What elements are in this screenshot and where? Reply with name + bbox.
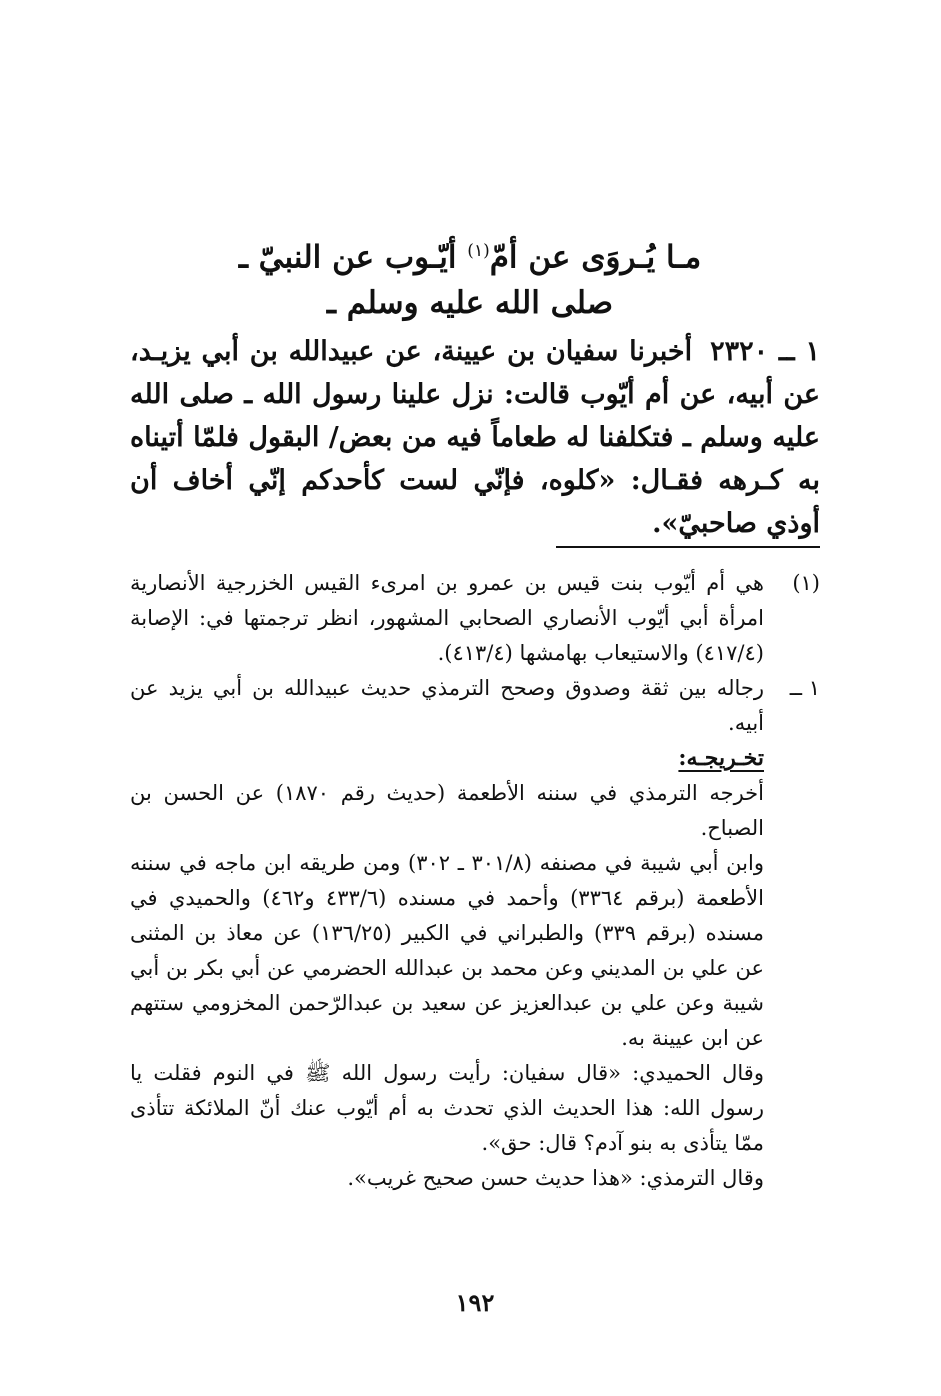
hadith-number: ١ ــ ٢٣٢٠	[710, 336, 820, 367]
footnote-reference[interactable]: (١)	[467, 241, 490, 261]
takhrij-paragraph-3: وقال الحميدي: «قال سفيان: رأيت رسول الله ﷺ في النوم فقلت يا رسول الله: هذا الحديث الذي تحدث به أم أيّوب عنك أنّ الملائكة تتأذى ممّا يتأذى به بنو آدم؟ قال: حق».	[130, 1061, 764, 1155]
hadith-footnote-body	[130, 671, 764, 1196]
chapter-heading-line-2: صلى الله عليه وسلم ـ	[326, 285, 614, 322]
takhrij-paragraph-4: وقال الترمذي: «هذا حديث حسن صحيح غريب».	[347, 1166, 764, 1190]
page-number: ١٩٢	[455, 1288, 495, 1317]
chapter-heading-text-b: أيّـوب عن النبيّ ـ	[238, 239, 468, 276]
takhrij-heading: تخـريجـه:	[678, 745, 764, 771]
takhrij-paragraph-1: أخرجه الترمذي في سننه الأطعمة (حديث رقم ١٨٧٠) عن الحسن بن الصباح.	[130, 781, 764, 840]
hadith-text: أخبرنا سفيان بن عيينة، عن عبيدالله بن أبي يزيـد، عن أبيه، عن أم أيّوب قالت: نزل علينا رسول الله ـ صلى الله عليه وسلم ـ فتكلفنا له طعاماً فيه من بعض/ البقول فلمّا أتيناه به كـرهه فقـال: «كلوه، فإنّي لست كأحدكم إنّي أخاف أن أوذي صاحبيّ».	[130, 336, 820, 539]
footnote-1	[130, 566, 820, 671]
chapter-heading-line-1	[120, 228, 820, 280]
takhrij-paragraph-2: وابن أبي شيبة في مصنفه (٣٠١/٨ ـ ٣٠٢) ومن طريقه ابن ماجه في سننه الأطعمة (برقم ٣٣٦٤) وأحمد في مسنده (٤٣٣/٦ و٤٦٢) والحميدي في مسنده (برقم ٣٣٩) والطبراني في الكبير (١٣٦/٢٥) عن معاذ بن المثنى عن علي بن المديني وعن محمد بن عبدالله الحضرمي عن أبي بكر بن أبي شيبة وعن علي بن عبدالعزيز عن سعيد بن عبدالرّحمن المخزومي ستتهم عن ابن عيينة به.	[130, 851, 764, 1050]
hadith-footnote	[130, 671, 820, 1196]
footnote-1-text: هي أم أيّوب بنت قيس بن عمرو بن امرىء القيس الخزرجية الأنصارية امرأة أبي أيّوب الأنصاري الصحابي المشهور، انظر ترجمتها في: الإصابة (٤١٧/٤) والاستيعاب بهامشها (٤١٣/٤).	[130, 571, 764, 665]
narrator-grading: رجاله بين ثقة وصدوق وصحح الترمذي حديث عبيدالله بن أبي يزيد عن أبيه.	[130, 676, 764, 735]
hadith-text-block	[130, 330, 820, 545]
footnotes-section	[130, 566, 820, 1196]
chapter-heading-text-a: مـا يُـروَى عن أمّ	[489, 239, 702, 276]
hadith-footnote-mark: ١ ــ	[789, 676, 820, 700]
chapter-heading	[120, 228, 820, 326]
footnote-separator	[556, 546, 820, 548]
footnote-1-mark: (١)	[792, 571, 820, 595]
